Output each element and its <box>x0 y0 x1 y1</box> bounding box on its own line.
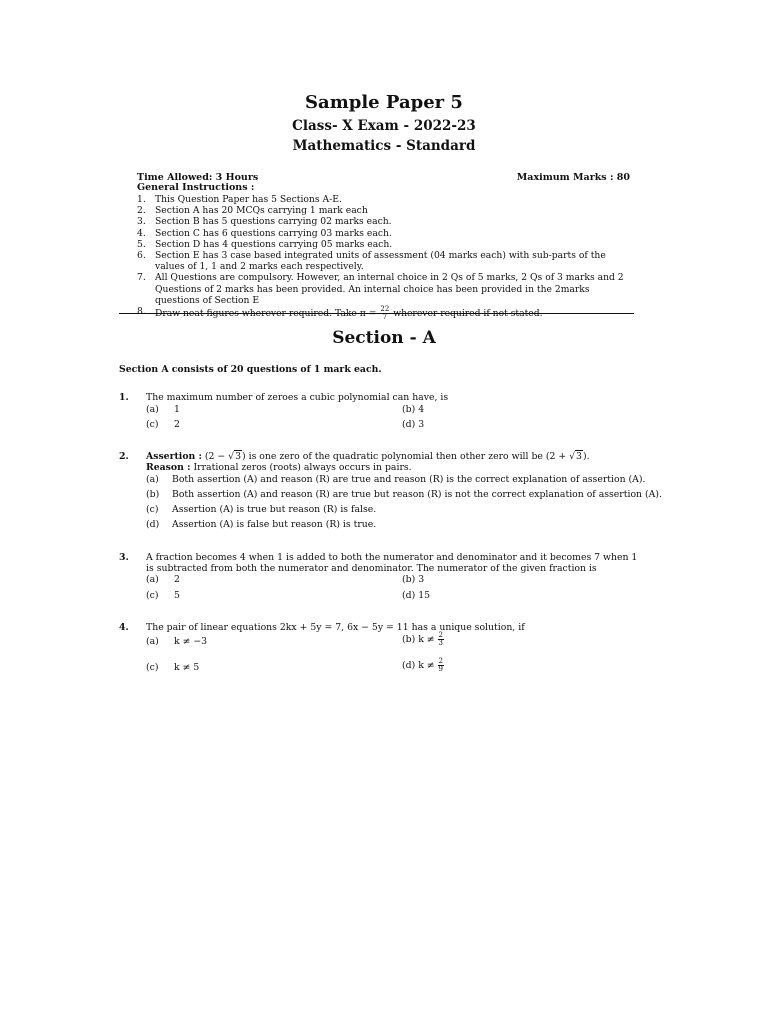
question-number: 2. <box>119 451 129 462</box>
option-text: 4 <box>418 404 425 415</box>
instruction-item <box>137 205 637 216</box>
class-exam-subtitle: Class- X Exam - 2022-23 <box>292 118 476 134</box>
instruction-number: 3. <box>137 216 146 228</box>
instruction-item <box>137 228 637 239</box>
option-text: 3 <box>418 419 425 430</box>
instruction-number: 8. <box>137 306 146 318</box>
fraction-numerator: 22 <box>380 305 390 314</box>
option-label: (a) <box>146 474 159 485</box>
assertion-text: ) is one zero of the quadratic polynomial then other zero will be (2 + √ <box>242 451 576 462</box>
option-label: (a) <box>146 574 159 585</box>
question-3 <box>119 552 639 604</box>
question-4 <box>119 622 639 680</box>
instruction-number: 2. <box>137 205 146 217</box>
option-text: 1 <box>174 404 180 415</box>
option-label: (d) <box>402 660 416 671</box>
general-instructions-heading: General Instructions : <box>137 182 255 193</box>
options-list <box>146 474 662 534</box>
option-label: (c) <box>146 662 159 673</box>
instructions-list <box>137 194 637 321</box>
option-b <box>402 632 444 647</box>
question-number: 3. <box>119 552 129 563</box>
fraction-denominator: 9 <box>438 665 444 673</box>
option-label: (a) <box>146 404 159 415</box>
option-b <box>402 404 424 415</box>
option-label: (b) <box>146 489 160 500</box>
instruction-text: Section C has 6 questions carrying 03 marks each. <box>155 227 392 239</box>
instruction-number: 4. <box>137 227 146 239</box>
maximum-marks: Maximum Marks : 80 <box>516 172 630 183</box>
instruction-item <box>137 194 637 205</box>
question-2 <box>119 451 662 541</box>
assertion-text: (2 − √ <box>204 451 235 462</box>
question-1 <box>119 392 639 432</box>
option-d <box>402 590 430 601</box>
reason-text: Irrational zeros (roots) always occurs in pairs. <box>193 462 412 473</box>
instruction-text: Section A has 20 MCQs carrying 1 mark each <box>155 205 368 217</box>
option-a <box>146 474 646 489</box>
instruction-number: 7. <box>137 272 146 284</box>
reason-label: Reason : <box>146 462 191 473</box>
fraction-numerator: 2 <box>438 657 444 665</box>
option-text: 2 <box>174 419 180 430</box>
option-text: Assertion (A) is false but reason (R) is true. <box>172 519 377 530</box>
option-text: 5 <box>174 590 180 601</box>
subject-subtitle: Mathematics - Standard <box>292 138 476 154</box>
option-label: (b) <box>402 574 416 585</box>
instruction-item <box>137 239 637 250</box>
time-allowed: Time Allowed: 3 Hours <box>137 172 259 183</box>
radicand: 3 <box>576 451 582 462</box>
option-fraction <box>438 658 444 673</box>
option-text: k ≠ 5 <box>174 662 200 673</box>
section-description: Section A consists of 20 questions of 1 mark each. <box>119 364 382 375</box>
option-label: (d) <box>146 519 160 530</box>
option-c <box>146 504 639 519</box>
option-text: Both assertion (A) and reason (R) are true but reason (R) is not the correct explanation of assertion (A). <box>172 489 662 500</box>
option-text: 3 <box>418 574 425 585</box>
fraction-denominator: 7 <box>382 313 388 322</box>
instruction-text: Section B has 5 questions carrying 02 marks each. <box>155 216 392 228</box>
assertion-text: ). <box>582 451 590 462</box>
reason-statement <box>146 462 639 473</box>
option-label: (b) <box>402 404 416 415</box>
option-label: (c) <box>146 590 159 601</box>
option-text: Both assertion (A) and reason (R) are true and reason (R) is the correct explanation of assertion (A). <box>172 474 646 485</box>
fraction-numerator: 2 <box>438 631 444 639</box>
option-label: (d) <box>402 590 416 601</box>
instruction-text: Section E has 3 case based integrated units of assessment (04 marks each) with sub-parts of the values of 1, 1 and 2 marks each respectively. <box>155 250 606 273</box>
question-text: The pair of linear equations 2kx + 5y = 7, 6x − 5y = 11 has a unique solution, if <box>146 622 525 633</box>
option-b <box>402 574 424 585</box>
assertion-label: Assertion : <box>146 451 202 462</box>
radicand: 3 <box>235 451 242 462</box>
option-label: (c) <box>146 419 159 430</box>
question-text: A fraction becomes 4 when 1 is added to both the numerator and denominator and it becomes 7 when 1 is subtracted from both the numerator and denominator. The numerator of the given fraction is <box>146 552 638 574</box>
instruction-text-part: wherever required if not stated. <box>393 308 543 320</box>
option-label: (c) <box>146 504 159 515</box>
option-text: Assertion (A) is true but reason (R) is false. <box>172 504 377 515</box>
question-text: The maximum number of zeroes a cubic polynomial can have, is <box>146 392 449 403</box>
option-fraction <box>438 632 444 647</box>
option-label: (b) <box>402 634 416 645</box>
option-text: k ≠ −3 <box>174 636 208 647</box>
instruction-text: All Questions are compulsory. However, an internal choice in 2 Qs of 5 marks, 2 Qs of 3 marks and 2 Questions of 2 marks has been provided. An internal choice has been provided in the 2marks questions of Section E <box>155 272 624 306</box>
question-number: 1. <box>119 392 129 403</box>
section-divider <box>119 313 634 314</box>
section-title: Section - A <box>332 328 436 348</box>
paper-title: Sample Paper 5 <box>305 92 463 113</box>
assertion-statement <box>146 451 639 462</box>
instruction-item <box>137 272 637 306</box>
option-d <box>146 519 639 534</box>
option-text: k ≠ <box>418 634 435 645</box>
instruction-item <box>137 216 637 227</box>
fraction-denominator: 3 <box>438 639 444 647</box>
option-text: k ≠ <box>418 660 435 671</box>
option-text: 15 <box>418 590 431 601</box>
instruction-item <box>137 250 637 272</box>
instruction-text: Section D has 4 questions carrying 05 marks each. <box>155 238 393 250</box>
instruction-number: 1. <box>137 194 146 205</box>
option-d <box>402 419 424 430</box>
question-number: 4. <box>119 622 129 633</box>
option-d <box>402 658 444 673</box>
instruction-text: This Question Paper has 5 Sections A-E. <box>155 194 342 205</box>
instruction-number: 6. <box>137 250 146 262</box>
option-text: 2 <box>174 574 180 585</box>
option-label: (d) <box>402 419 416 430</box>
instruction-number: 5. <box>137 238 146 250</box>
option-label: (a) <box>146 636 159 647</box>
instruction-text-part: Draw neat figures wherever required. Take π = <box>155 308 377 320</box>
option-b <box>146 489 662 504</box>
